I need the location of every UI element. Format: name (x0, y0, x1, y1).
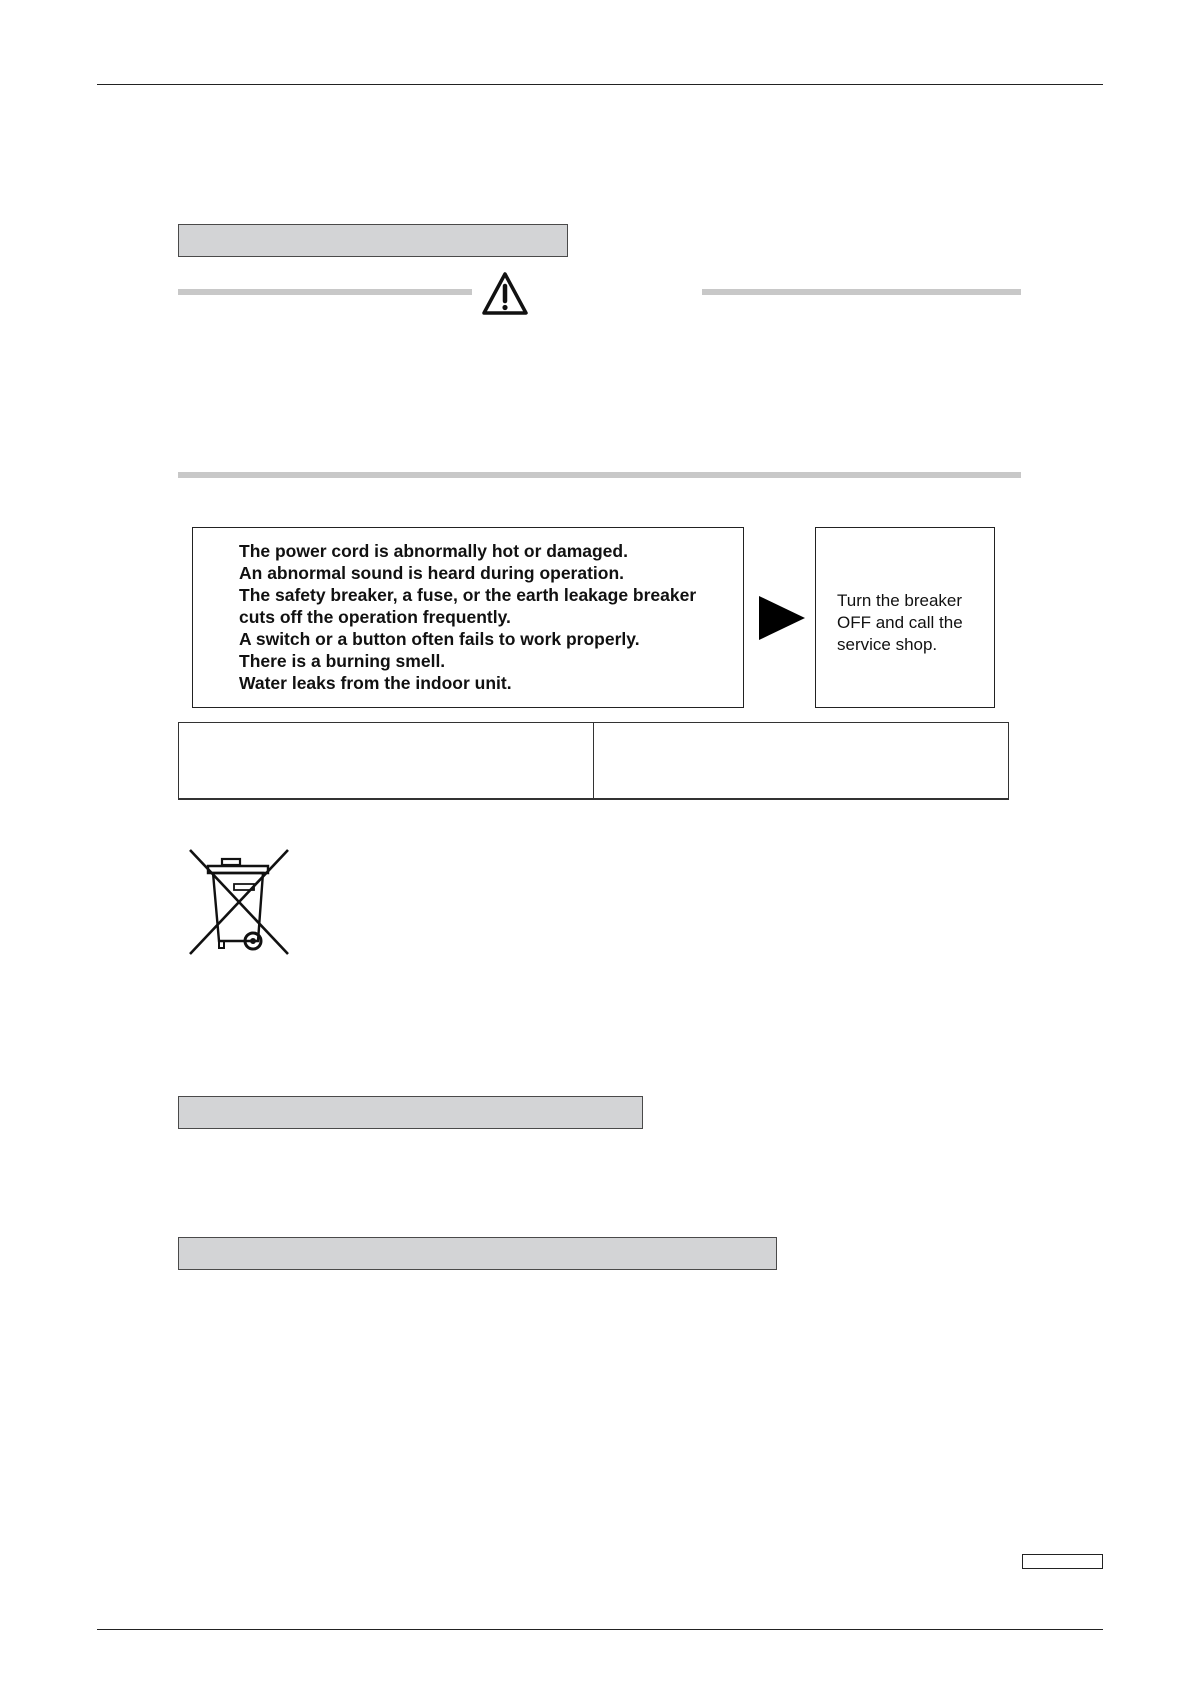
symptom-item: Water leaks from the indoor unit. (239, 673, 512, 693)
two-column-table (178, 722, 1009, 800)
symptom-item: An abnormal sound is heard during operation. (239, 563, 625, 583)
symptom-item: There is a burning smell. (239, 651, 446, 671)
caution-rule-bottom (178, 472, 1021, 478)
footer-rule (97, 1629, 1103, 1630)
section-heading-bar (178, 224, 568, 257)
table-cell-left (179, 723, 594, 798)
section-heading-bar (178, 1237, 777, 1270)
section-heading-bar (178, 1096, 643, 1129)
action-box (815, 527, 995, 708)
symptom-list (239, 540, 696, 694)
action-text (837, 590, 963, 656)
symptom-item: A switch or a button often fails to work properly. (239, 629, 640, 649)
symptom-item: The power cord is abnormally hot or damaged. (239, 541, 628, 561)
caution-rule-right (702, 289, 1021, 295)
header-rule (97, 84, 1103, 85)
action-line: service shop. (837, 635, 938, 654)
page-number-box (1022, 1554, 1103, 1569)
caution-rule-left (178, 289, 472, 295)
symptom-item: The safety breaker, a fuse, or the earth leakage breaker (239, 585, 697, 605)
table-cell-right (594, 723, 1008, 798)
symptom-box (192, 527, 744, 708)
action-line: OFF and call the (837, 613, 963, 632)
action-line: Turn the breaker (837, 591, 963, 610)
symptom-item: cuts off the operation frequently. (239, 607, 511, 627)
warning-triangle-icon (480, 270, 530, 318)
arrow-right-icon (757, 594, 807, 642)
crossed-out-wheelie-bin-icon (186, 846, 292, 958)
